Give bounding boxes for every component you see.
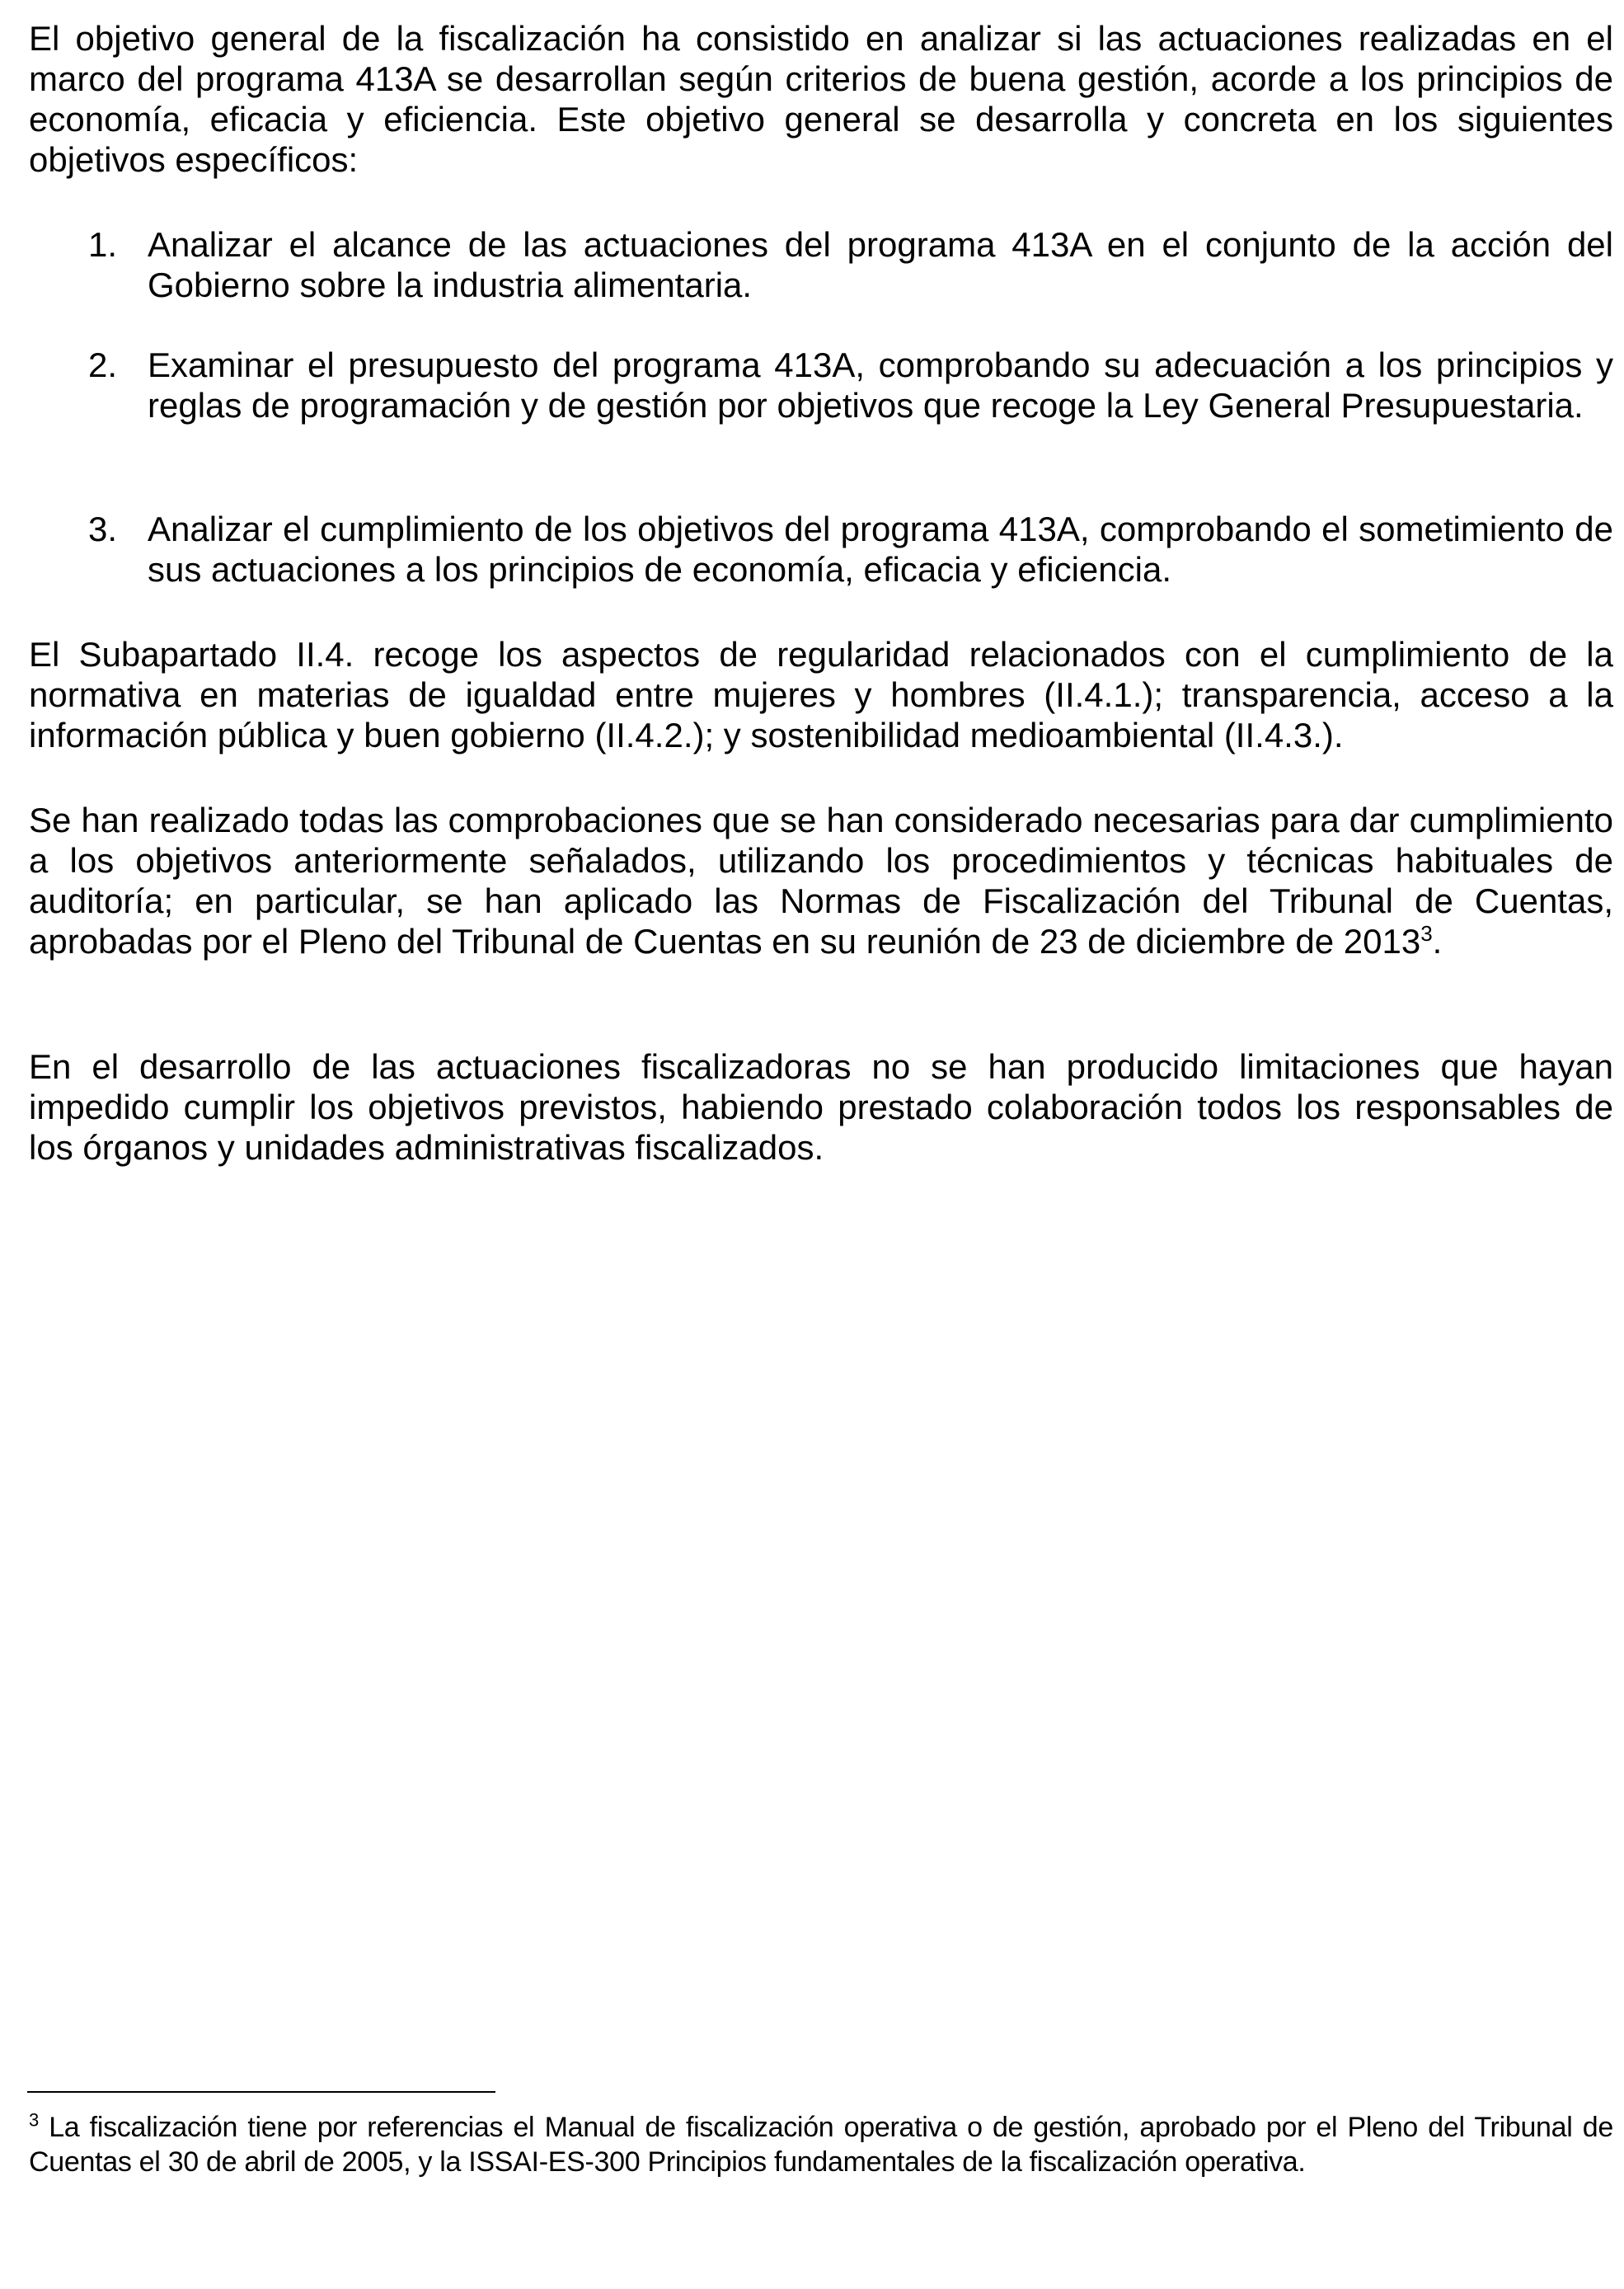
comprobaciones-text: Se han realizado todas las comprobaciones que se han considerado necesarias para dar cumplimiento a los objetivos anteriormente señalados, utilizando los procedimientos y técnicas habituales de auditoría; en particular, se han aplicado las Normas de Fiscalización del Tribunal de Cuentas, aprobadas por el Pleno del Tribunal de Cuentas en su reunión de 23 de diciembre de 2013 [29,801,1613,961]
footnote-marker: 3 [29,2109,39,2131]
objective-number: 3. [88,510,118,548]
footnote-reference[interactable]: 3 [1420,921,1433,946]
comprobaciones-end: . [1432,922,1443,961]
objective-number: 2. [88,345,118,384]
objective-number: 1. [88,225,118,264]
intro-paragraph: El objetivo general de la fiscalización ha consistido en analizar si las actuaciones realizadas en el marco del programa 413A se desarrollan según criterios de buena gestión, acorde a los principios de economía, eficacia y eficiencia. Este objetivo general se desarrolla y concreta en los siguientes objetivos específicos: [29,19,1613,179]
footnote-separator [27,2091,495,2093]
comprobaciones-paragraph [29,800,1613,961]
limitaciones-paragraph: En el desarrollo de las actuaciones fiscalizadoras no se han producido limitaciones que hayan impedido cumplir los objetivos previstos, habiendo prestado colaboración todos los responsables de los órganos y unidades administrativas fiscalizados. [29,1047,1613,1167]
objective-text: Analizar el alcance de las actuaciones del programa 413A en el conjunto de la acción del Gobierno sobre la industria alimentaria. [148,225,1613,304]
objective-text: Examinar el presupuesto del programa 413A, comprobando su adecuación a los principios y reglas de programación y de gestión por objetivos que recoge la Ley General Presupuestaria. [148,345,1613,425]
subapartado-paragraph: El Subapartado II.4. recoge los aspectos de regularidad relacionados con el cumplimiento de la normativa en materias de igualdad entre mujeres y hombres (II.4.1.); transparencia, acceso a la información pública y buen gobierno (II.4.2.); y sostenibilidad medioambiental (II.4.3.). [29,635,1613,754]
objective-text: Analizar el cumplimiento de los objetivos del programa 413A, comprobando el sometimiento de sus actuaciones a los principios de economía, eficacia y eficiencia. [148,510,1613,589]
footnote [29,2110,1613,2179]
footnote-text: La fiscalización tiene por referencias el Manual de fiscalización operativa o de gestión, aprobado por el Pleno del Tribunal de Cuentas el 30 de abril de 2005, y la ISSAI-ES-300 Principios fundamentales de la fiscalización operativa. [29,2112,1613,2178]
